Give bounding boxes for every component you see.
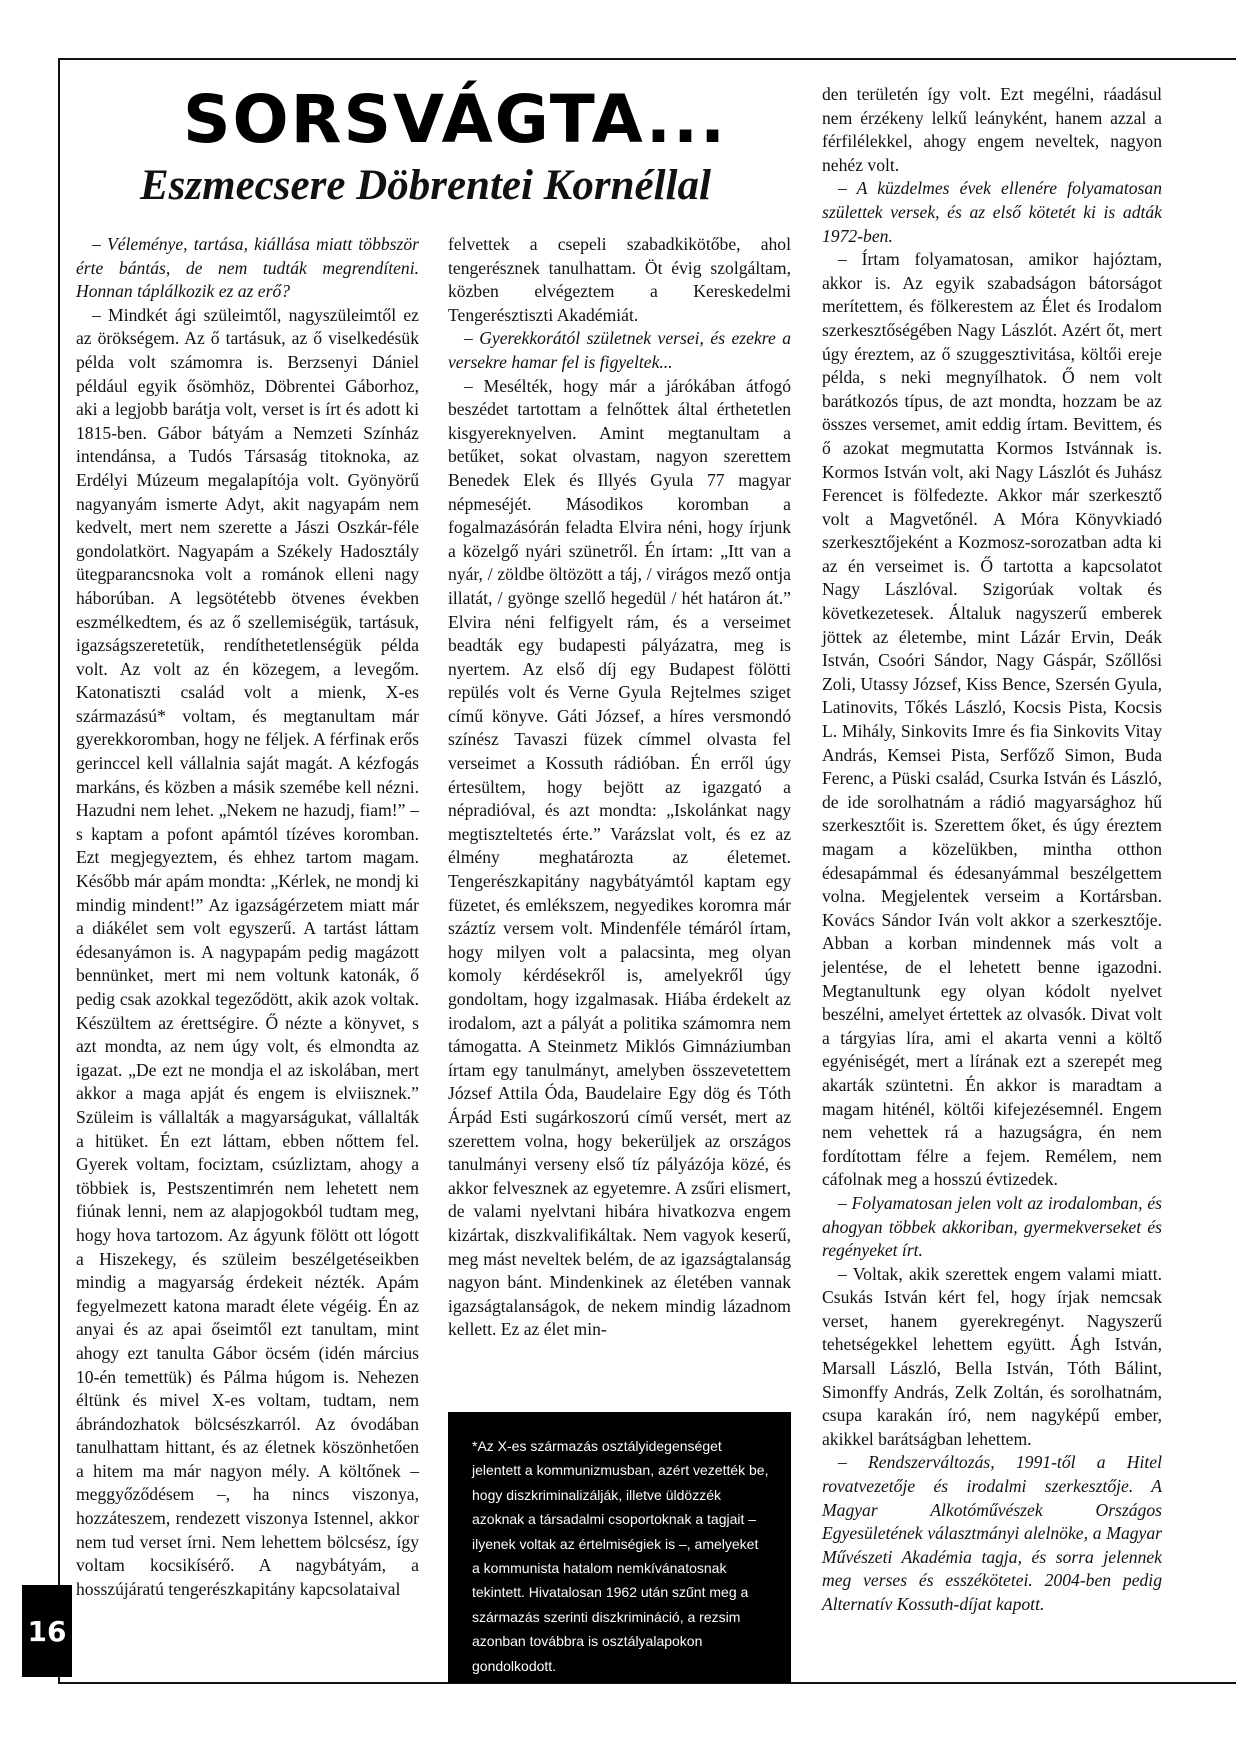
interview-question: – Folyamatosan jelen volt az irodalomban, és ahogyan többek akkoriban, gyermekverseket és regényeket írt. [822, 1192, 1162, 1261]
interview-question: – Rendszerváltozás, 1991-től a Hitel rovatvezetője és irodalmi szerkesztője. A Magyar Alkotóművészek Országos Egyesületének választmányi alelnöke, a Magyar Művészeti Akadémia tagja, és sorra jelennek meg verses és esszékötetei. 2004-ben pedig Alternatív Kossuth-díjat kapott. [822, 1452, 1162, 1614]
interview-answer: – Mindkét ági szüleimtől, nagyszüleimtől ez az örökségem. Az ő tartásuk, az ő viselkedésük példa volt számomra is. Berzsenyi Dániel például egyik ősömhöz, Döbrentei Gáborhoz, aki a legjobb barátja volt, verset is írt és adott ki 1815-ben. Gábor bátyám a Nemzeti Színház intendánsa, a Tudós Társaság titoknoka, az Erdélyi Múzeum megalapítója volt. Gyönyörű nagyanyám ismerte Adyt, akit nagyapám nem kedvelt, mert nem szerette a Jászi Oszkár-féle gondolatkört. Nagyapám a Székely Hadosztály ütegparancsnoka volt a románok elleni nagy háborúban. A legsötétebb ötvenes években eszmélkedtem, és az ő szellemiségük, tartásuk, igazságszeretetük, rendíthetetlenségük példa volt. Az volt az én közegem, a levegőm. Katonatiszti család volt a mienk, X-es származású* voltam, és megtanultam már gyerekkoromban, hogy ne féljek. A férfinak erős gerinccel kell vállalnia saját magát. A kézfogás markáns, és közben a másik szemébe kell nézni. Hazudni nem lehet. „Nekem ne hazudj, fiam!” – s kaptam a pofont apámtól tízéves koromban. Ezt megjegyeztem, és ehhez tartom magam. Később már apám mondta: „Kérlek, ne mondj ki mindig mindent!” Az igazságérzetem miatt már a diákélet sem volt egyszerű. A tartást láttam édesanyámon is. A nagypapám pedig magázott bennünket, mert mi nem voltunk katonák, ő pedig csak azokkal tegeződött, akik azok voltak. Készültem az érettségire. Ő nézte a könyvet, s azt mondta, az nem úgy volt, és elmondta az igazat. „De ezt ne mondja el az iskolában, mert akkor a maga apját és engem is elviisznek.” Szüleim is vállalták a magyarságukat, vállalták a hitüket. Én ezt láttam, ebben nőttem fel. Gyerek voltam, fociztam, csúzliztam, ahogy a többiek is, Pestszentimrén nem lehetett nem fiúnak lenni, nem az alapjogokból tudtam meg, hogy hova tartozom. Az ágyunk fölött ott lógott a Hiszekegy, és szüleim beszélgetéseikben mindig a magyarság érdekeit nézték. Apám fegyelmezett katona maradt élete végéig. Én az anyai és az apai őseimtől ezt tanultam, mint ahogy ezt tanulta Gábor öcsém (idén március 10-én temettük) és Pálma húgom is. Nehezen éltünk és mivel X-es voltam, tudtam, nem ábrándozhatok bölcsészkarról. Az óvodában tanulhattam hittant, és az életnek köszönhetően a hitem ma már nagyon mély. A költőnek – meggyőződésem –, ha nincs viszonya, hozzáteszem, rendezett viszonya Istennel, akkor nem tud verset írni. Nem lehettem bölcsész, így voltam kocsikísérő. A nagybátyám, a hosszújáratú tengerészkapitány kapcsolataival [76, 304, 419, 1599]
interview-question: – Gyerekkorától születnek versei, és ezekre a versekre hamar fel is figyeltek... [448, 328, 791, 372]
text-column-3 [822, 83, 1162, 1617]
page-number: 16 [22, 1585, 72, 1677]
interview-answer: – Írtam folyamatosan, amikor hajóztam, akkor is. Az egyik szabadságon bátorságot merítettem, és fölkerestem az Élet és Irodalom szerkesztőségében Nagy Lászlót. Azért őt, mert úgy éreztem, az ő szuggesztivitása, költői ereje példa, s neki megnyílhatok. Ő nem volt barátkozós típus, de azt mondta, hozzam be az összes versemet, amit eddig írtam. Bevittem, és ő azokat megmutatta Kormos Istvánnak is. Kormos István volt, aki Nagy Lászlót és Juhász Ferencet is fölfedezte. Akkor már szerkesztő volt a Magvetőnél. A Móra Könyvkiadó szerkesztőjeként a Kozmosz-sorozatban adta ki az én verseimet is. Ő tartotta a kapcsolatot Nagy Lászlóval. Szigorúak voltak és következetesek. Általuk nagyszerű emberek jöttek az életembe, mint Lázár Ervin, Deák István, Csoóri Sándor, Nagy Gáspár, Szőllősi Zoli, Utassy József, Kiss Bence, Szersén Gyula, Latinovits, Tőkés László, Kocsis Pista, Kocsis L. Mihály, Sinkovits Imre és fia Sinkovits Vitay András, Kemsei Pista, Serfőző Simon, Buda Ferenc, a Püski család, Csurka István és László, de ide sorolhatnám a rádió magyarsághoz hű szerkesztőit is. Szerettem őket, és úgy éreztem magam a közelükben, mintha otthon édesapámmal és édesanyámmal beszélgettem volna. Megjelentek verseim a Kortársban. Kovács Sándor Iván volt akkor a szerkesztője. Abban a korban mindennek más volt a jelentése, de el lehetett benne igazodni. Megtanultunk egy olyan kódolt nyelvet beszélni, amelyet értettek az olvasók. Divat volt a tárgyias líra, ami el akarta venni a költő egyéniségét, mert a lírának ezt a szerepét meg akarták szüntetni. Én akkor is maradtam a magam hiténél, költői kifejezésemnél. Engem nem vehettek rá a hazugságra, én nem fordítottam félre a fejem. Remélem, nem cáfolnak meg a hosszú évtizedek. [822, 249, 1162, 1190]
interview-answer: – Mesélték, hogy már a járókában átfogó beszédet tartottam a felnőttek által érthetetlen kisgyereknyelven. Amint megtanultam a betűket, sokat olvastam, nagyon szerettem Benedek Elek és Illyés Gyula 77 magyar népmeséjét. Másodikos koromban a fogalmazásórán feladta Elvira néni, hogy írjunk a közelgő nyári szünetről. Én írtam: „Itt van a nyár, / zöldbe öltözött a táj, / virágos mező ontja illatát, / gyönge szellő hegedül / hét határon át.” Elvira néni felfigyelt rám, és a verseimet beadták egy budapesti pályázatra, meg is nyertem. Az első díj egy Budapest fölötti repülés volt és Verne Gyula Rejtelmes sziget című könyve. Gáti József, a híres versmondó színész Tavaszi füzek címmel olvasta fel verseimet a Kossuth rádióban. Én erről úgy értesültem, hogy bejött az igazgató a népradióval, és azt mondta: „Iskolánkat nagy megtiszteltetés érte.” Varázslat volt, és ez az élmény meghatározta az életemet. Tengerészkapitány nagybátyámtól kaptam egy füzetet, és emlékszem, negyedikes koromra már száztíz versem volt. Mindenféle témáról írtam, hogy milyen volt a palacsinta, meg olyan komoly kérdésekről is, amelyekről úgy gondoltam, hogy izgalmasak. Hiába érdekelt az irodalom, azt a pályát a politika számomra nem támogatta. A Steinmetz Miklós Gimnáziumban írtam egy tanulmányt, amelyben összevetettem József Attila Óda, Baudelaire Egy dög és Tóth Árpád Esti sugárkoszorú című versét, mert az szerettem volna, hogy bekerüljek az országos tanulmányi verseny első tíz pályázója közé, és akkor felvesznek az egyetemre. A zsűri elismert, de valami nyelvtani hibára hivatkozva engem kizártak, diszkvalifikáltak. Nem vagyok keserű, meg mást neveltek belém, de az igazságtalanság nagyon bánt. Mindenkinek az életében vannak igazságtalanságok, de nekem mindig lázadnom kellett. Ez az élet min- [448, 375, 791, 1340]
footnote-box [448, 1412, 791, 1683]
continued-paragraph: den területén így volt. Ezt megélni, ráadásul nem érzékeny lelkű leányként, hanem azzal a férfilélekkel, ahogy engem neveltek, nagyon nehéz volt. [822, 84, 1162, 175]
interview-question: – Véleménye, tartása, kiállása miatt többször érte bántás, de nem tudták megrendíteni. Honnan táplálkozik ez az erő? [76, 234, 419, 302]
text-column-2 [448, 233, 791, 1342]
article-subtitle: Eszmecsere Döbrentei Kornéllal [140, 162, 711, 209]
interview-answer: – Voltak, akik szerettek engem valami miatt. Csukás István kért fel, hogy írjak nemcsak verset, hanem gyerekregényt. Nagyszerű tehetségekkel lehettem együtt. Ágh István, Marsall László, Bella István, Tóth Bálint, Simonffy András, Zelk Zoltán, és sorolhatnám, csupa karakán író, nem nagyképű ember, akikkel barátságban lehettem. [822, 1263, 1162, 1449]
text-column-1 [76, 233, 419, 1601]
article-title: SORSVÁGTA... [183, 81, 728, 158]
footnote-text: *Az X-es származás osztályidegenséget jelentett a kommunizmusban, azért vezették be, hogy diszkriminalizálják, illetve üldözzék azoknak a társadalmi csoportoknak a tagjait – ilyenek voltak az értelmiségiek is –, amelyeket a kommunista hatalom nemkívánatosnak tekintett. Hivatalosan 1962 után szűnt meg a származás szerinti diszkrimináció, a rezsim azonban továbbra is osztályalapokon gondolkodott. [472, 1438, 769, 1674]
continued-paragraph: felvettek a csepeli szabadkikötőbe, ahol tengerésznek tanulhattam. Öt évig szolgáltam, közben elvégeztem a Kereskedelmi Tengerésztiszti Akadémiát. [448, 234, 791, 325]
interview-question: – A küzdelmes évek ellenére folyamatosan születtek versek, és az első kötetét ki is adták 1972-ben. [822, 178, 1162, 246]
